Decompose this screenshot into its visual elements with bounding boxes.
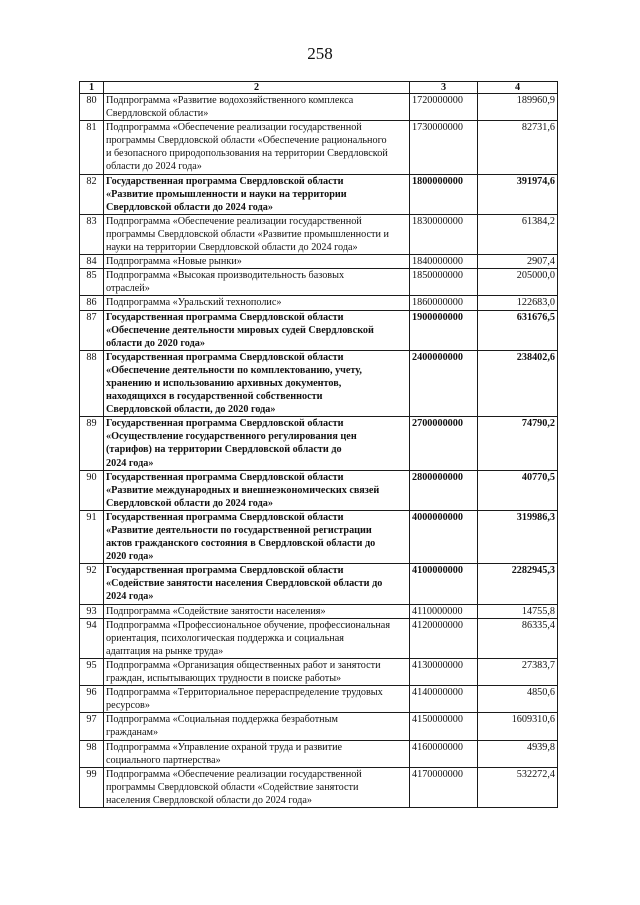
table-row (80, 767, 558, 807)
amount: 40770,5 (478, 470, 558, 510)
program-name (104, 417, 410, 470)
row-number: 82 (80, 174, 104, 214)
program-name-line: «Содействие занятости населения Свердловской области до (106, 578, 383, 590)
table-row (80, 310, 558, 350)
program-name-line: Государственная программа Свердловской области (106, 511, 344, 523)
table-row (80, 214, 558, 254)
program-name-line: и безопасного природопользования на территории Свердловской (106, 148, 388, 160)
program-name-line: «Обеспечение деятельности мировых судей Свердловской (106, 324, 374, 336)
table-row (80, 269, 558, 296)
program-name-line: Подпрограмма «Территориальное перераспределение трудовых (106, 687, 383, 699)
row-number: 86 (80, 296, 104, 310)
target-code: 4160000000 (410, 740, 478, 767)
target-code: 2700000000 (410, 417, 478, 470)
program-name (104, 740, 410, 767)
program-name (104, 121, 410, 174)
program-name-line: Подпрограмма «Уральский технополис» (106, 297, 282, 309)
table-row (80, 564, 558, 604)
program-name-line: гражданам» (106, 727, 159, 739)
target-code: 1720000000 (410, 94, 478, 121)
program-name (104, 618, 410, 658)
amount: 1609310,6 (478, 713, 558, 740)
amount: 319986,3 (478, 510, 558, 563)
amount: 27383,7 (478, 658, 558, 685)
program-name (104, 350, 410, 416)
row-number: 92 (80, 564, 104, 604)
program-name-line: Государственная программа Свердловской области (106, 311, 344, 323)
target-code: 4110000000 (410, 604, 478, 618)
table-row (80, 296, 558, 310)
amount: 86335,4 (478, 618, 558, 658)
table-row (80, 618, 558, 658)
program-name-line: Подпрограмма «Обеспечение реализации государственной (106, 122, 362, 134)
amount: 14755,8 (478, 604, 558, 618)
row-number: 97 (80, 713, 104, 740)
program-name-line: Подпрограмма «Высокая производительность базовых (106, 270, 345, 282)
program-name (104, 564, 410, 604)
program-name-line: области до 2020 года» (106, 337, 205, 349)
row-number: 81 (80, 121, 104, 174)
row-number: 89 (80, 417, 104, 470)
program-name (104, 255, 410, 269)
program-name-line: «Развитие деятельности по государственной регистрации (106, 525, 372, 536)
target-code: 1830000000 (410, 214, 478, 254)
program-name (104, 214, 410, 254)
row-number: 83 (80, 214, 104, 254)
target-code: 4000000000 (410, 510, 478, 563)
target-code: 2400000000 (410, 350, 478, 416)
amount: 61384,2 (478, 214, 558, 254)
program-name-line: «Обеспечение деятельности по комплектованию, учету, (106, 364, 362, 376)
column-header-4: 4 (478, 82, 558, 94)
program-name-line: «Осуществление государственного регулирования цен (106, 431, 357, 443)
program-name-line: находящихся в государственной собственности (106, 391, 323, 403)
budget-table (79, 81, 558, 808)
amount: 2282945,3 (478, 564, 558, 604)
amount: 205000,0 (478, 269, 558, 296)
table-row (80, 510, 558, 563)
row-number: 93 (80, 604, 104, 618)
table-row (80, 740, 558, 767)
program-name-line: хранению и использованию архивных документов, (106, 377, 342, 389)
program-name-line: населения Свердловской области до 2024 года» (106, 794, 312, 806)
row-number: 84 (80, 255, 104, 269)
program-name-line: «Развитие промышленности и науки на территории (106, 188, 347, 200)
table-row (80, 255, 558, 269)
program-name (104, 604, 410, 618)
target-code: 1860000000 (410, 296, 478, 310)
target-code: 1850000000 (410, 269, 478, 296)
table-row (80, 713, 558, 740)
target-code: 4170000000 (410, 767, 478, 807)
program-name-line: Государственная программа Свердловской области (106, 471, 344, 483)
row-number: 88 (80, 350, 104, 416)
amount: 189960,9 (478, 94, 558, 121)
table-row (80, 604, 558, 618)
program-name-line: социального партнерства» (106, 754, 221, 766)
program-name-line: 2020 года» (106, 551, 154, 563)
row-number: 87 (80, 310, 104, 350)
program-name-line: Свердловской области до 2024 года» (106, 201, 273, 213)
amount: 238402,6 (478, 350, 558, 416)
table-header-row (80, 82, 558, 94)
program-name (104, 767, 410, 807)
program-name-line: программы Свердловской области «Развитие промышленности и (106, 228, 389, 240)
program-name-line: 2024 года» (106, 591, 154, 603)
row-number: 94 (80, 618, 104, 658)
page-number: 258 (307, 44, 333, 63)
program-name-line: Подпрограмма «Содействие занятости населения» (106, 605, 326, 617)
row-number: 90 (80, 470, 104, 510)
program-name-line: актов гражданского состояния в Свердловской области до (106, 538, 376, 550)
amount: 4850,6 (478, 686, 558, 713)
program-name (104, 686, 410, 713)
program-name-line: адаптация на рынке труда» (106, 645, 224, 657)
program-name (104, 94, 410, 121)
amount: 82731,6 (478, 121, 558, 174)
program-name-line: Свердловской области» (106, 108, 209, 120)
row-number: 95 (80, 658, 104, 685)
target-code: 4120000000 (410, 618, 478, 658)
column-header-2: 2 (104, 82, 410, 94)
target-code: 1840000000 (410, 255, 478, 269)
program-name-line: Подпрограмма «Обеспечение реализации государственной (106, 768, 362, 780)
row-number: 80 (80, 94, 104, 121)
table-row (80, 470, 558, 510)
program-name (104, 470, 410, 510)
program-name-line: Подпрограмма «Управление охраной труда и развитие (106, 741, 343, 753)
target-code: 1730000000 (410, 121, 478, 174)
program-name-line: Государственная программа Свердловской области (106, 351, 344, 363)
target-code: 2800000000 (410, 470, 478, 510)
program-name-line: Свердловской области, до 2020 года» (106, 404, 276, 416)
amount: 122683,0 (478, 296, 558, 310)
target-code: 4100000000 (410, 564, 478, 604)
column-header-3: 3 (410, 82, 478, 94)
row-number: 85 (80, 269, 104, 296)
target-code: 1900000000 (410, 310, 478, 350)
program-name-line: Подпрограмма «Новые рынки» (106, 256, 242, 268)
row-number: 91 (80, 510, 104, 563)
program-name-line: Подпрограмма «Социальная поддержка безработным (106, 714, 338, 726)
target-code: 1800000000 (410, 174, 478, 214)
table-row (80, 350, 558, 416)
table-body (80, 94, 558, 808)
table-row (80, 686, 558, 713)
program-name-line: граждан, испытывающих трудности в поиске работы» (106, 673, 342, 685)
amount: 4939,8 (478, 740, 558, 767)
program-name-line: ресурсов» (106, 700, 150, 712)
table-row (80, 174, 558, 214)
program-name-line: «Развитие международных и внешнеэкономических связей (106, 484, 380, 496)
amount: 74790,2 (478, 417, 558, 470)
table-row (80, 417, 558, 470)
program-name (104, 296, 410, 310)
program-name (104, 713, 410, 740)
amount: 391974,6 (478, 174, 558, 214)
program-name-line: 2024 года» (106, 457, 154, 469)
amount: 2907,4 (478, 255, 558, 269)
program-name-line: Государственная программа Свердловской области (106, 175, 344, 187)
amount: 631676,5 (478, 310, 558, 350)
program-name-line: (тарифов) на территории Свердловской области до (106, 444, 342, 456)
program-name-line: Свердловской области до 2024 года» (106, 497, 273, 509)
amount: 532272,4 (478, 767, 558, 807)
program-name-line: Государственная программа Свердловской области (106, 418, 344, 430)
program-name-line: ориентация, психологическая поддержка и социальная (106, 632, 344, 644)
table-row (80, 658, 558, 685)
table-row (80, 121, 558, 174)
program-name-line: отраслей» (106, 283, 150, 295)
row-number: 98 (80, 740, 104, 767)
program-name-line: Государственная программа Свердловской области (106, 565, 344, 577)
program-name-line: науки на территории Свердловской области до 2024 года» (106, 242, 358, 254)
target-code: 4130000000 (410, 658, 478, 685)
row-number: 96 (80, 686, 104, 713)
program-name-line: программы Свердловской области «Обеспечение рационального (106, 135, 387, 147)
program-name (104, 310, 410, 350)
program-name-line: области до 2024 года» (106, 161, 202, 173)
program-name (104, 658, 410, 685)
program-name-line: Подпрограмма «Профессиональное обучение, профессиональная (106, 619, 391, 631)
row-number: 99 (80, 767, 104, 807)
program-name-line: Подпрограмма «Обеспечение реализации государственной (106, 215, 362, 227)
program-name (104, 510, 410, 563)
program-name (104, 174, 410, 214)
column-header-1: 1 (80, 82, 104, 94)
target-code: 4150000000 (410, 713, 478, 740)
program-name-line: Подпрограмма «Организация общественных работ и занятости (106, 659, 381, 671)
program-name (104, 269, 410, 296)
table-row (80, 94, 558, 121)
program-name-line: Подпрограмма «Развитие водохозяйственного комплекса (106, 95, 354, 106)
program-name-line: программы Свердловской области «Содействие занятости (106, 781, 359, 793)
target-code: 4140000000 (410, 686, 478, 713)
